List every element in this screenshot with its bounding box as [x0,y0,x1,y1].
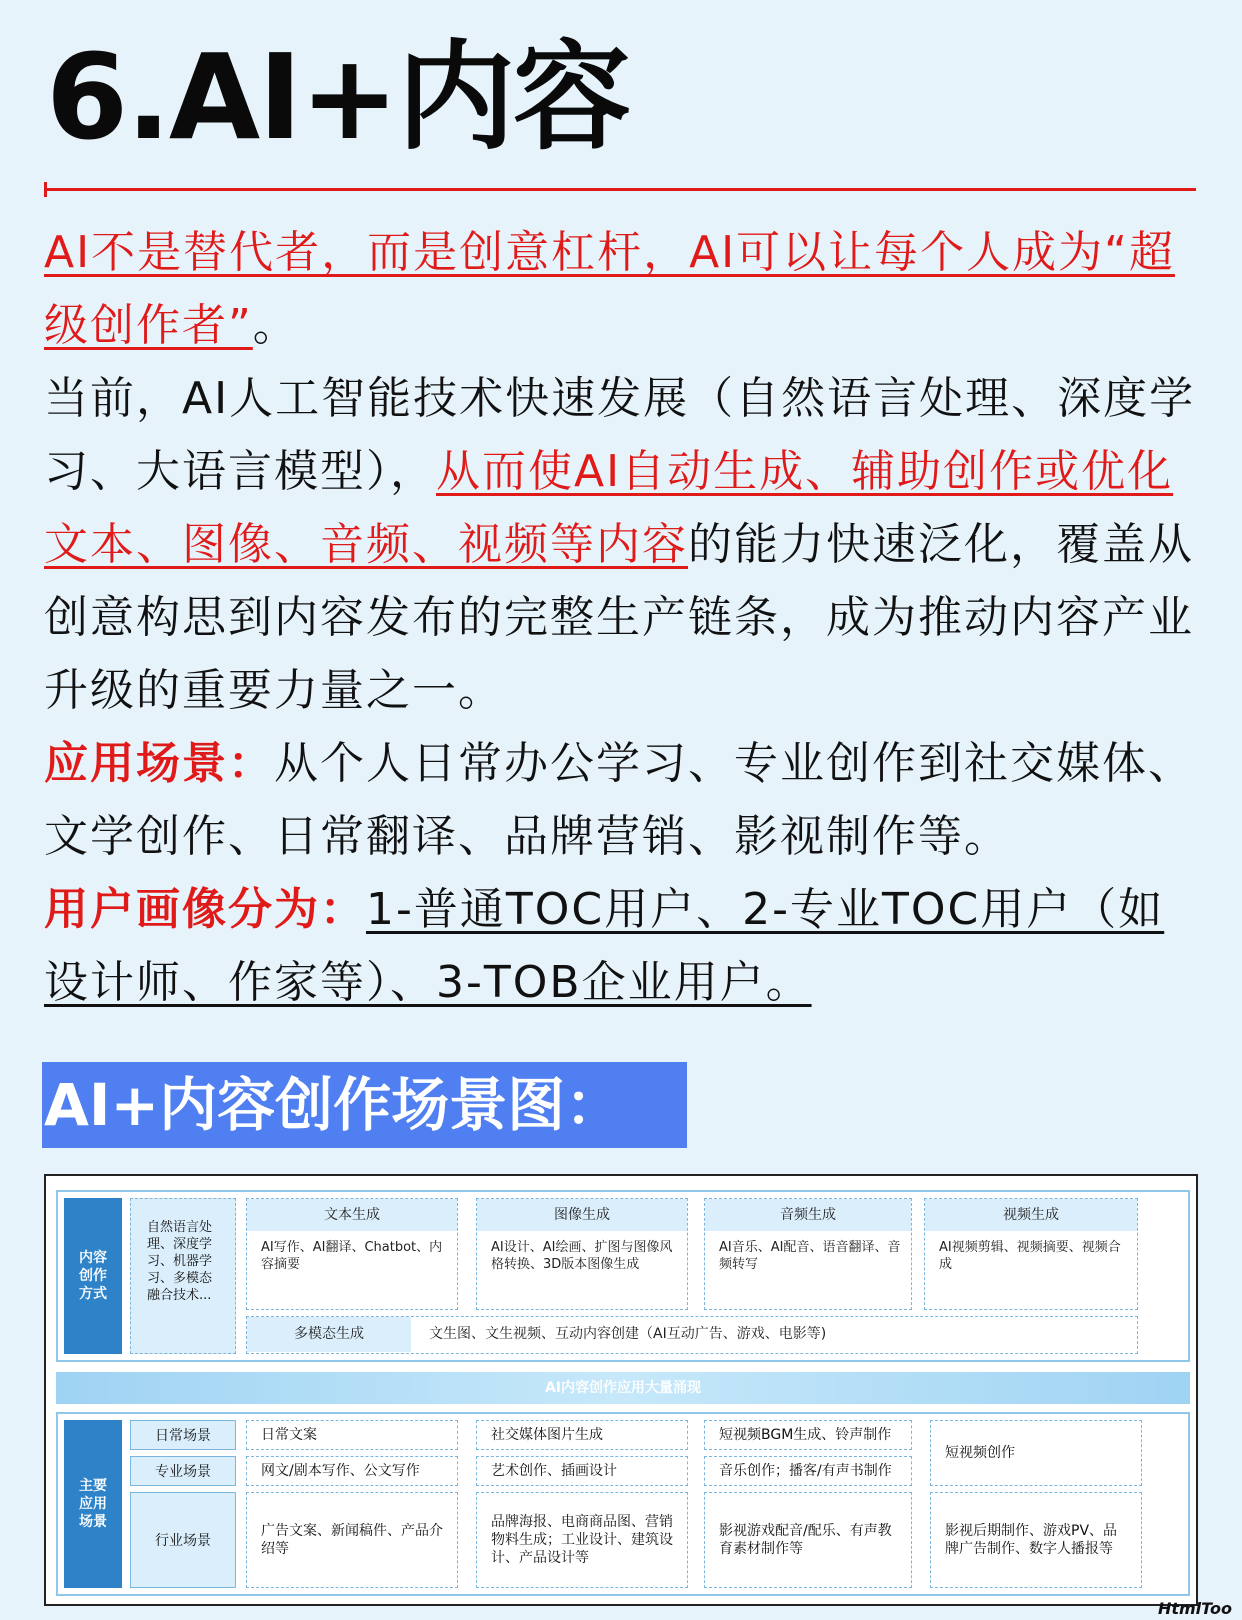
mode-video-gen [924,1198,1138,1310]
creation-methods-label: 内容 创作 方式 [64,1198,122,1354]
cell-video-short: 短视频创作 [930,1420,1142,1486]
paragraph-intro: 当前，AI人工智能技术快速发展（自然语言处理、深度学习、大语言模型）， [44,373,1196,497]
cell-pro-image: 艺术创作、插画设计 [476,1456,688,1486]
applications-band: AI内容创作应用大量涌现 [56,1372,1190,1404]
mode-head: 音频生成 [705,1199,911,1231]
scenarios-text: 从个人日常办公学习、专业创作到社交媒体、文学创作、日常翻译、品牌营销、影视制作等。 [44,738,1194,862]
mode-body: AI音乐、AI配音、语音翻译、音频转写 [719,1240,901,1272]
multimodal-head: 多模态生成 [247,1317,411,1352]
users-label: 用户画像分为： [44,884,366,935]
title-divider [44,188,1196,191]
cell-industry-text: 广告文案、新闻稿件、产品介绍等 [246,1492,458,1588]
mode-image-gen [476,1198,688,1310]
watermark: HtmlToo [1157,1599,1232,1618]
cell-daily-image: 社交媒体图片生成 [476,1420,688,1450]
paragraph-rest: 的能力快速泛化，覆盖从创意构思到内容发布的完整生产链条，成为推动内容产业升级的重要力量之一。 [44,519,1194,716]
cell-daily-text: 日常文案 [246,1420,458,1450]
mode-text-gen [246,1198,458,1310]
scenario-diagram [44,1174,1232,1618]
cell-industry-audio: 影视游戏配音/配乐、有声教育素材制作等 [704,1492,912,1588]
mode-audio-gen [704,1198,912,1310]
cell-daily-audio: 短视频BGM生成、铃声制作 [704,1420,912,1450]
mode-body: AI视频剪辑、视频摘要、视频合成 [939,1240,1121,1272]
highlight-statement: AI不是替代者，而是创意杠杆，AI可以让每个人成为“超级创作者” [44,227,1175,351]
mode-head: 图像生成 [477,1199,687,1231]
highlight-end: 。 [252,300,299,351]
mode-head: 视频生成 [925,1199,1137,1231]
cell-pro-text: 网文/剧本写作、公文写作 [246,1456,458,1486]
mode-head: 文本生成 [247,1199,457,1231]
body-text [44,216,1204,1019]
row-label-daily: 日常场景 [130,1420,236,1450]
row-label-industry: 行业场景 [130,1492,236,1588]
scene-heading: AI+内容创作场景图： [42,1062,687,1148]
multimodal-row [246,1316,1138,1354]
multimodal-body: 文生图、文生视频、互动内容创建（AI互动广告、游戏、电影等) [429,1326,827,1342]
cell-pro-audio: 音乐创作；播客/有声书制作 [704,1456,912,1486]
mode-body: AI写作、AI翻译、Chatbot、内容摘要 [261,1240,443,1272]
cell-industry-image: 品牌海报、电商商品图、营销物料生成；工业设计、建筑设计、产品设计等 [476,1492,688,1588]
creation-methods-section [56,1190,1190,1362]
page-title: 6.AI+内容 [46,28,630,166]
cell-video-industry: 影视后期制作、游戏PV、品牌广告制作、数字人播报等 [930,1492,1142,1588]
application-scenes-section [56,1412,1190,1596]
mode-body: AI设计、AI绘画、扩图与图像风格转换、3D版本图像生成 [491,1240,673,1272]
users-text: 1-普通TOC用户、2-专业TOC用户（如设计师、作家等）、3-TOB企业用户。 [44,884,1165,1008]
paragraph-emphasis: 从而使AI自动生成、辅助创作或优化文本、图像、音频、视频等内容 [44,446,1174,570]
scenarios-label: 应用场景： [44,738,274,789]
application-scenes-label: 主要 应用 场景 [64,1420,122,1588]
row-label-professional: 专业场景 [130,1456,236,1486]
tech-box: 自然语言处理、深度学习、机器学习、多模态融合技术... [130,1198,236,1354]
